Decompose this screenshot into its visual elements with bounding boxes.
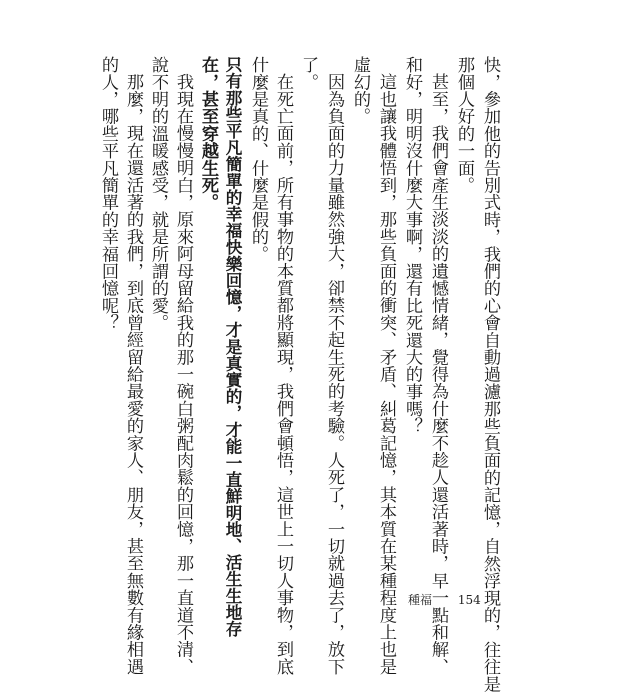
text-column: 那個人好的一面。 <box>454 56 474 194</box>
text-column: 和好，明明沒什麼大事啊，還有比死還大的事嗎？ <box>402 56 422 435</box>
emphasis-column: 在，甚至穿越生死。 <box>198 56 218 211</box>
text-column: 我現在慢慢明白，原來阿母留給我的那一碗白粥配肉鬆的回憶，那一直道不清、 <box>173 73 193 675</box>
page-footer <box>408 591 481 608</box>
chapter-title: 種福 <box>408 593 433 607</box>
text-column: 在死亡面前，所有事物的本質都將顯現，我們會頓悟，這世上一切人事物，到底 <box>273 73 293 675</box>
text-column: 的人，哪些平凡簡單的幸福回憶呢？ <box>98 56 118 332</box>
text-column: 什麼是真的、什麼是假的。 <box>248 56 268 263</box>
emphasis-column: 只有那些平凡簡單的幸福快樂回憶，才是真實的，才能一直鮮明地、活生生地存 <box>223 56 243 637</box>
text-column: 那麼，現在還活著的我們，到底曾經留給最愛的家人、朋友，甚至無數有緣相遇 <box>123 73 143 675</box>
text-column: 這也讓我體悟到，那些負面的衝突、矛盾、糾葛記憶，其本質在某種程度上也是 <box>376 73 396 675</box>
text-column: 因為負面的力量雖然強大，卻禁不起生死的考驗。人死了，一切就過去了，放下 <box>324 73 344 675</box>
text-column: 說不明的溫暖感受，就是所謂的愛。 <box>148 56 168 332</box>
text-column: 了。 <box>298 56 318 91</box>
text-column: 甚至，我們會產生淡淡的遺憾情緒，覺得為什麼不趁人還活著時，早一點和解、 <box>428 73 448 675</box>
text-column: 快，參加他的告別式時，我們的心會自動過濾那些負面的記憶，自然浮現的，往往是 <box>480 56 500 692</box>
page-number: 154 <box>457 593 481 607</box>
text-column: 虛幻的。 <box>350 56 370 125</box>
